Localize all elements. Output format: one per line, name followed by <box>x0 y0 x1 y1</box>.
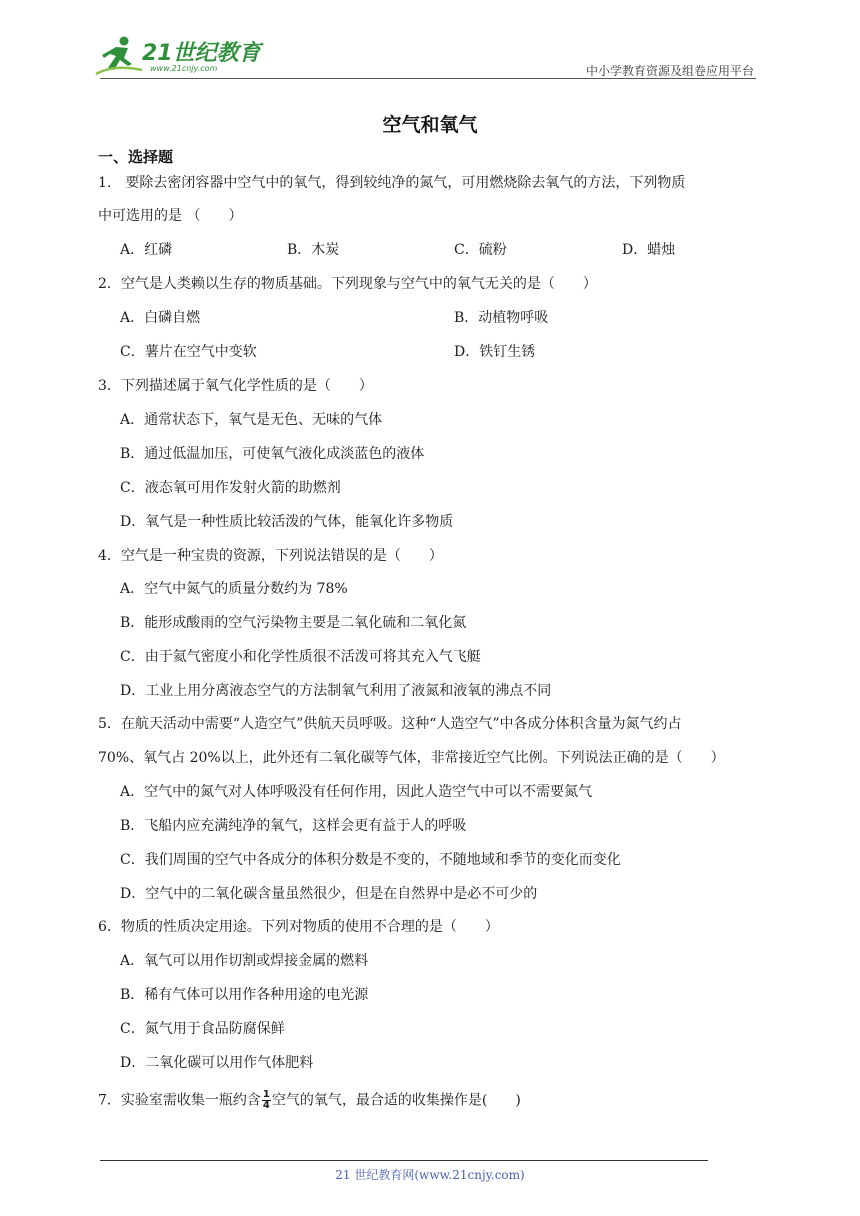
question-2-option-b: B．动植物呼吸 <box>454 310 549 326</box>
question-6-option-a: A．氧气可以用作切割或焊接金属的燃料 <box>120 953 369 969</box>
fraction-denominator: 4 <box>262 1100 270 1111</box>
question-5-option-c: C．我们周围的空气中各成分的体积分数是不变的，不随地域和季节的变化而变化 <box>120 852 621 868</box>
question-5-option-a: A．空气中的氮气对人体呼吸没有任何作用，因此人造空气中可以不需要氮气 <box>120 784 593 800</box>
question-3-stem: 3．下列描述属于氧气化学性质的是（ ） <box>98 378 373 394</box>
question-4-option-a: A．空气中氮气的质量分数约为 78% <box>120 581 348 597</box>
question-7-stem <box>98 1090 521 1111</box>
question-4-option-d: D．工业上用分离液态空气的方法制氧气利用了液氮和液氧的沸点不同 <box>120 683 552 699</box>
question-5-option-d: D．空气中的二氧化碳含量虽然很少，但是在自然界中是必不可少的 <box>120 886 538 902</box>
fraction-numerator: 1 <box>262 1089 270 1100</box>
question-3-option-d: D．氧气是一种性质比较活泼的气体，能氧化许多物质 <box>120 514 454 530</box>
question-5-line-2: 70%、氧气占 20%以上，此外还有二氧化碳等气体，非常接近空气比例。下列说法正确的是（ ） <box>98 750 725 766</box>
question-7-suffix: 空气的氧气，最合适的收集操作是( ) <box>271 1092 521 1109</box>
question-4-option-c: C．由于氦气密度小和化学性质很不活泼可将其充入气飞艇 <box>120 649 481 665</box>
question-1-line-1: 1. 要除去密闭容器中空气中的氧气，得到较纯净的氮气，可用燃烧除去氧气的方法，下列物质 <box>98 175 686 191</box>
footer-link[interactable]: 21 世纪教育网(www.21cnjy.com) <box>335 1168 525 1182</box>
question-6-stem: 6．物质的性质决定用途。下列对物质的使用不合理的是（ ） <box>98 919 499 935</box>
section-title: 一、选择题 <box>98 148 174 166</box>
question-1-option-c: C．硫粉 <box>454 242 507 258</box>
question-2-stem: 2．空气是人类赖以生存的物质基础。下列现象与空气中的氧气无关的是（ ） <box>98 276 597 292</box>
logo-text: 21世纪教育 <box>142 41 261 66</box>
header-divider <box>100 78 756 79</box>
question-5-option-b: B．飞船内应充满纯净的氧气，这样会更有益于人的呼吸 <box>120 818 467 834</box>
question-3-option-a: A．通常状态下，氧气是无色、无味的气体 <box>120 412 383 428</box>
fraction-one-quarter <box>262 1090 271 1111</box>
question-1-line-2: 中可选用的是 （ ） <box>98 208 243 224</box>
question-1-option-a: A．红磷 <box>120 242 173 258</box>
question-7-prefix: 7．实验室需收集一瓶约含 <box>98 1092 261 1109</box>
question-3-option-b: B．通过低温加压，可使氧气液化成淡蓝色的液体 <box>120 446 425 462</box>
question-4-option-b: B．能形成酸雨的空气污染物主要是二氧化硫和二氧化氮 <box>120 615 467 631</box>
question-6-option-b: B．稀有气体可以用作各种用途的电光源 <box>120 987 369 1003</box>
question-5-line-1: 5．在航天活动中需要“人造空气”供航天员呼吸。这种“人造空气”中各成分体积含量为氮气约占 <box>98 716 682 732</box>
question-1-option-d: D．蜡烛 <box>622 242 676 258</box>
question-2-option-c: C．薯片在空气中变软 <box>120 344 257 360</box>
footer-divider <box>100 1160 708 1161</box>
logo-url: www.21cnjy.com <box>150 64 218 73</box>
question-4-stem: 4．空气是一种宝贵的资源，下列说法错误的是（ ） <box>98 548 443 564</box>
question-2-option-a: A．白磷自燃 <box>120 310 201 326</box>
runner-logo-icon <box>94 34 146 78</box>
question-3-option-c: C．液态氧可用作发射火箭的助燃剂 <box>120 480 341 496</box>
question-2-option-d: D．铁钉生锈 <box>454 344 536 360</box>
question-6-option-d: D．二氧化碳可以用作气体肥料 <box>120 1055 314 1071</box>
site-logo[interactable] <box>94 34 264 78</box>
question-6-option-c: C．氮气用于食品防腐保鲜 <box>120 1021 285 1037</box>
header-platform-name: 中小学教育资源及组卷应用平台 <box>585 64 754 78</box>
page-title: 空气和氧气 <box>382 114 478 136</box>
question-1-option-b: B．木炭 <box>287 242 340 258</box>
